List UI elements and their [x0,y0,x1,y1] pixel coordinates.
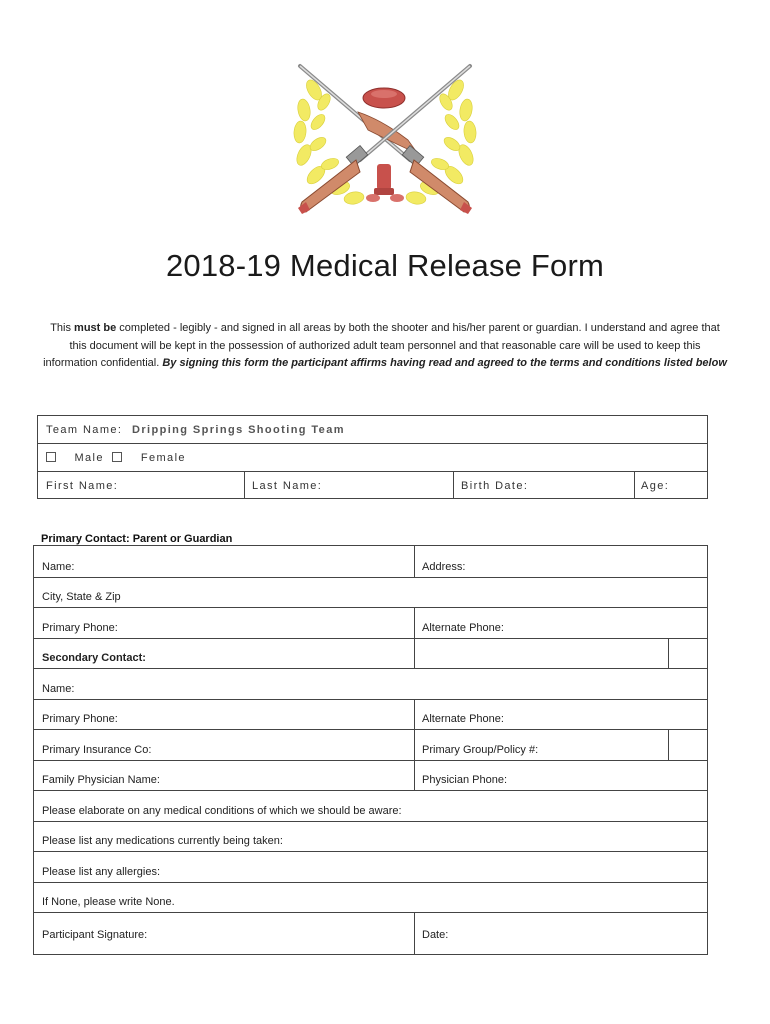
page-title: 2018-19 Medical Release Form [165,248,605,283]
signature-label: Participant Signature: [42,929,148,941]
intro-must-be: must be [74,322,117,334]
name-birth-row [38,472,707,499]
column-divider [414,608,415,638]
physician-phone-label: Physician Phone: [422,774,507,786]
primary-phone-row [34,607,707,638]
birth-date-label: Birth Date: [461,480,529,492]
column-divider-small [668,730,669,760]
insurance-row [34,729,707,760]
secondary-phone-row [34,699,707,730]
gender-options [46,452,186,464]
contact-medical-table [33,545,708,955]
medications-row [34,821,707,852]
primary-name-label: Name: [42,560,75,573]
column-divider [414,761,415,791]
primary-alternate-phone-label: Alternate Phone: [422,621,504,634]
secondary-name-row [34,668,707,699]
primary-phone-label: Primary Phone: [42,621,118,634]
intro-text-part1: This [50,322,75,334]
city-label: City, State & Zip [42,591,121,603]
signature-row [34,912,707,955]
insurance-co-label: Primary Insurance Co: [42,743,152,756]
age-label: Age: [641,480,670,492]
physician-name-label: Family Physician Name: [42,774,160,786]
allergies-row [34,851,707,882]
secondary-primary-phone-label: Primary Phone: [42,713,118,725]
secondary-name-label: Name: [42,682,75,695]
intro-text-part2: completed - legibly - and signed in all areas by both the shooter and his/her parent or guardian. I understand and agree that this document will be kept in the possession of authorized adult team personnel and that reasonable care will be used to keep this information confidential. [43,322,720,369]
birth-date-cell[interactable] [454,472,635,499]
primary-contact-heading: Primary Contact: Parent or Guardian [41,533,233,545]
gender-row [38,444,707,472]
column-divider [414,639,415,669]
city-row [34,577,707,608]
team-name-value[interactable]: Dripping Springs Shooting Team [132,424,345,436]
primary-name-row [34,546,707,577]
column-divider [414,730,415,760]
age-cell[interactable] [635,472,707,499]
medications-label: Please list any medications currently being taken: [42,835,283,847]
column-divider [414,546,415,577]
last-name-cell[interactable] [245,472,454,499]
last-name-label: Last Name: [252,480,323,492]
intro-emphasis: By signing this form the participant affirms having read and agreed to the terms and conditions listed below [162,357,727,369]
column-divider-small [668,639,669,669]
none-note-row [34,882,707,913]
team-info-box [37,415,708,499]
physician-row [34,760,707,791]
column-divider [414,913,415,955]
secondary-contact-heading: Secondary Contact: [42,652,146,664]
conditions-row [34,790,707,821]
team-logo-crossed-shotguns [292,60,478,220]
female-label: Female [140,452,186,464]
team-name-row [38,416,707,444]
female-checkbox[interactable] [112,452,122,462]
male-label: Male [74,452,104,464]
secondary-alternate-phone-label: Alternate Phone: [422,713,504,725]
intro-paragraph [42,320,728,373]
secondary-contact-row [34,638,707,669]
primary-address-label: Address: [422,560,466,573]
column-divider [414,700,415,730]
date-label: Date: [422,929,449,941]
team-name-label: Team Name: [46,424,123,436]
allergies-label: Please list any allergies: [42,865,161,878]
none-note: If None, please write None. [42,896,175,908]
group-policy-label: Primary Group/Policy #: [422,743,539,756]
conditions-label: Please elaborate on any medical conditions of which we should be aware: [42,804,402,817]
first-name-cell[interactable] [38,472,245,499]
male-checkbox[interactable] [46,452,56,462]
first-name-label: First Name: [46,480,119,492]
